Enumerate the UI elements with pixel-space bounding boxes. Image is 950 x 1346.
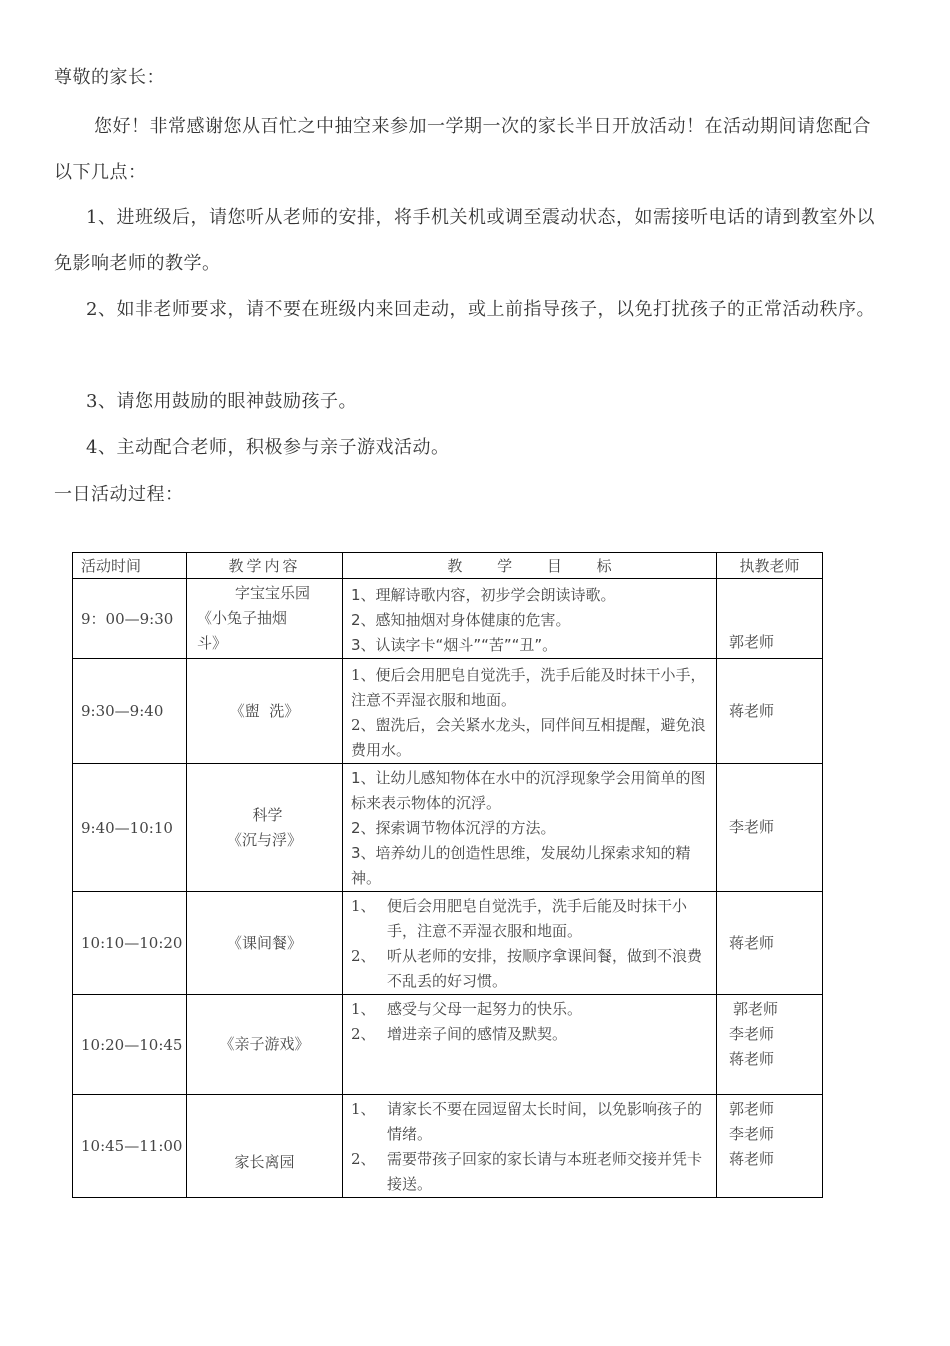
teacher-name: 蒋老师 xyxy=(729,701,775,720)
greeting: 尊敬的家长： xyxy=(54,67,165,88)
content-line: 家长离园 xyxy=(234,1153,295,1171)
goal-line: 3、认读字卡“烟斗”“苦”“丑”。 xyxy=(351,636,558,654)
header-time: 活动时间 xyxy=(73,553,187,579)
row-time: 9：00—9:30 xyxy=(73,579,187,659)
goal-text: 感受与父母一起努力的快乐。 xyxy=(387,1000,583,1018)
goal-item xyxy=(351,894,710,944)
row-goals xyxy=(343,1095,717,1198)
teacher-name: 蒋老师 xyxy=(729,933,775,952)
row-teacher xyxy=(717,995,823,1095)
row-time: 9:40—10:10 xyxy=(73,764,187,892)
row-goals xyxy=(343,995,717,1095)
goal-number: 2、 xyxy=(351,947,376,965)
table-header-row xyxy=(73,553,823,579)
row-content xyxy=(187,659,343,764)
goal-number: 1、 xyxy=(351,1100,376,1118)
process-title: 一日活动过程： xyxy=(54,484,184,505)
header-content: 教学内容 xyxy=(187,553,343,579)
goal-item xyxy=(351,944,710,994)
row-teacher xyxy=(717,659,823,764)
goal-number: 1、 xyxy=(351,897,376,915)
content-line: 《盥 洗》 xyxy=(229,701,300,720)
table-row xyxy=(73,1095,823,1198)
goal-item xyxy=(351,1022,710,1047)
row-content xyxy=(187,892,343,995)
content-line: 斗》 xyxy=(197,634,228,652)
goal-text: 便后会用肥皂自觉洗手，洗手后能及时抹干小手，注意不弄湿衣服和地面。 xyxy=(387,897,688,940)
goal-number: 2、 xyxy=(351,1025,376,1043)
row-goals xyxy=(343,579,717,659)
table-row xyxy=(73,995,823,1095)
content-line: 《沉与浮》 xyxy=(226,830,302,849)
rule-3: 3、请您用鼓励的眼神鼓励孩子。 xyxy=(86,391,357,412)
row-teacher xyxy=(717,764,823,892)
goal-item xyxy=(351,997,710,1022)
content-line: 《亲子游戏》 xyxy=(219,1035,310,1053)
rule-2: 2、如非老师要求，请不要在班级内来回走动，或上前指导孩子，以免打扰孩子的正常活动秩序。 xyxy=(86,299,875,320)
teacher-name: 郭老师 xyxy=(733,1000,779,1018)
goal-line: 1、便后会用肥皂自觉洗手，洗手后能及时抹干小手，注意不弄湿衣服和地面。 xyxy=(351,666,706,709)
goal-text: 请家长不要在园逗留太长时间，以免影响孩子的情绪。 xyxy=(387,1100,703,1143)
teacher-name: 郭老师 xyxy=(729,633,775,651)
goal-line: 3、培养幼儿的创造性思维，发展幼儿探索求知的精神。 xyxy=(351,844,691,887)
rule-4: 4、主动配合老师，积极参与亲子游戏活动。 xyxy=(86,437,450,458)
header-teacher: 执教老师 xyxy=(717,553,823,579)
row-content xyxy=(187,579,343,659)
goal-item xyxy=(351,1097,710,1147)
row-goals xyxy=(343,659,717,764)
content-line: 科学 xyxy=(252,805,283,824)
schedule-table xyxy=(72,552,823,1198)
content-line: 字宝宝乐园 xyxy=(234,584,310,602)
teacher-name: 李老师 xyxy=(729,1025,775,1043)
row-goals xyxy=(343,892,717,995)
teacher-name: 蒋老师 xyxy=(729,1150,775,1168)
row-teacher xyxy=(717,579,823,659)
goal-text: 需要带孩子回家的家长请与本班老师交接并凭卡接送。 xyxy=(387,1150,703,1193)
content-line: 《小兔子抽烟 xyxy=(197,609,288,627)
goal-line: 1、理解诗歌内容，初步学会朗读诗歌。 xyxy=(351,586,616,604)
row-time: 9:30—9:40 xyxy=(73,659,187,764)
row-content xyxy=(187,764,343,892)
teacher-name: 李老师 xyxy=(729,1125,775,1143)
row-content xyxy=(187,1095,343,1198)
goal-item xyxy=(351,1147,710,1197)
goal-text: 增进亲子间的感情及默契。 xyxy=(387,1025,568,1043)
row-goals xyxy=(343,764,717,892)
table-row xyxy=(73,579,823,659)
table-row xyxy=(73,764,823,892)
goal-line: 1、让幼儿感知物体在水中的沉浮现象学会用简单的图标来表示物体的沉浮。 xyxy=(351,769,706,812)
goal-line: 2、盥洗后，会关紧水龙头，同伴间互相提醒，避免浪费用水。 xyxy=(351,716,706,759)
row-time: 10:20—10:45 xyxy=(73,995,187,1095)
row-teacher xyxy=(717,892,823,995)
goal-number: 1、 xyxy=(351,1000,376,1018)
content-line: 《课间餐》 xyxy=(226,933,302,952)
rule-1: 1、进班级后，请您听从老师的安排，将手机关机或调至震动状态，如需接听电话的请到教室外以免影响老师的教学。 xyxy=(54,207,875,274)
teacher-name: 李老师 xyxy=(729,818,775,836)
teacher-name: 蒋老师 xyxy=(729,1050,775,1068)
row-time: 10:45—11:00 xyxy=(73,1095,187,1198)
goal-line: 2、探索调节物体沉浮的方法。 xyxy=(351,819,556,837)
table-row xyxy=(73,892,823,995)
header-goals: 教 学 目 标 xyxy=(343,553,717,579)
teacher-name: 郭老师 xyxy=(729,1100,775,1118)
goal-number: 2、 xyxy=(351,1150,376,1168)
intro-paragraph: 您好！非常感谢您从百忙之中抽空来参加一学期一次的家长半日开放活动！在活动期间请您配合以下几点： xyxy=(54,116,871,183)
row-content xyxy=(187,995,343,1095)
table-row xyxy=(73,659,823,764)
goal-line: 2、感知抽烟对身体健康的危害。 xyxy=(351,611,571,629)
row-teacher xyxy=(717,1095,823,1198)
goal-text: 听从老师的安排，按顺序拿课间餐，做到不浪费不乱丢的好习惯。 xyxy=(387,947,703,990)
row-time: 10:10—10:20 xyxy=(73,892,187,995)
